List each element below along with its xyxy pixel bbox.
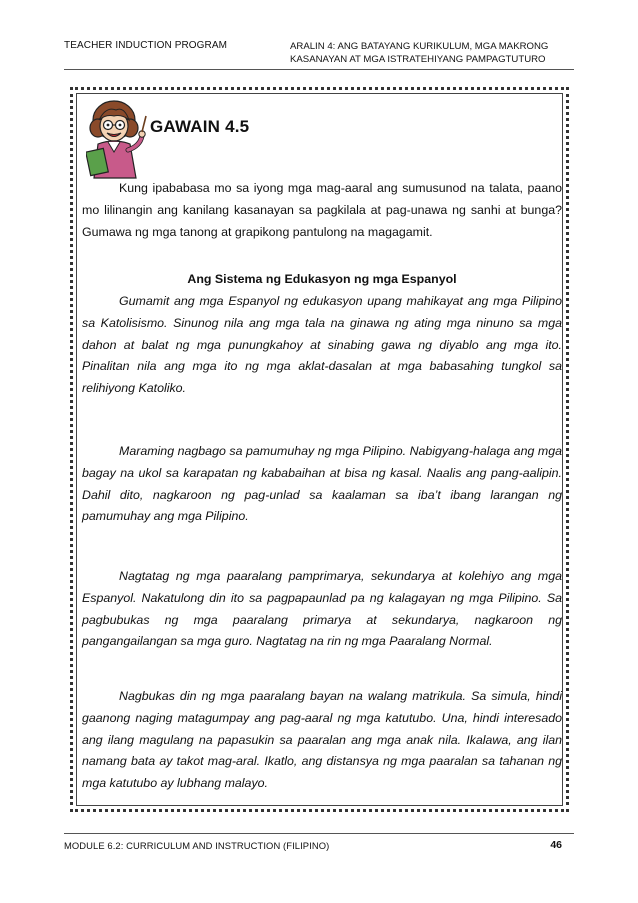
reading-paragraph-3: Nagtatag ng mga paaralang pamprimarya, sekundarya at kolehiyo ang mga Espanyol. Nakatulong din ito sa pagpapaunlad pa ng kalagayan ng mga Pilipino. Sa pagbubukas ng mga paaralang primarya at sekundarya, nagkaroon ng pangangailangan sa mga guro. Nagtatag na rin ng mga Paaralang Normal.	[82, 569, 562, 649]
header-program-title: TEACHER INDUCTION PROGRAM	[64, 40, 228, 51]
reading-paragraph-2: Maraming nagbago sa pamumuhay ng mga Pilipino. Nabigyang-halaga ang mga bagay na ukol sa karapatan ng kababaihan at bisa ng kasal. Naalis ang pang-aalipin. Dahil dito, nagkaroon ng pag-unlad sa kaalaman sa iba’t ibang larangan ng pamumuhay ang mga Pilipino.	[82, 444, 562, 524]
activity-title: GAWAIN 4.5	[150, 117, 250, 136]
page-number: 46	[550, 839, 562, 851]
header-divider	[64, 69, 574, 70]
reading-paragraph-1: Gumamit ang mga Espanyol ng edukasyon upang mahikayat ang mga Pilipino sa Katolisismo. Sinunog nila ang mga tala na ginawa ng ating mga ninuno sa mga dahon at balat ng mga punungkahoy at sinabing gawa ng diyablo ang mga ito. Pinalitan nila ang mga ito ng mga aklat-dasalan at mga babasahing tungkol sa relihiyong Katoliko.	[82, 294, 562, 396]
instructions-paragraph: Kung ipababasa mo sa iyong mga mag-aaral ang sumusunod na talata, paano mo lilinangin ang kanilang kasanayan sa pagkilala at pag-unawa ng sanhi at bunga? Gumawa ng mga tanong at grapikong pantulong na magagamit.	[82, 181, 562, 239]
footer-module-title: MODULE 6.2: CURRICULUM AND INSTRUCTION (FILIPINO)	[64, 840, 330, 851]
reading-heading: Ang Sistema ng Edukasyon ng mga Espanyol	[187, 272, 457, 286]
header-lesson-title: ARALIN 4: ANG BATAYANG KURIKULUM, MGA MAKRONG KASANAYAN AT MGA ISTRATEHIYANG PAMPAGTUTURO	[290, 41, 549, 65]
footer-divider	[64, 833, 574, 834]
reading-paragraph-4: Nagbukas din ng mga paaralang bayan na walang matrikula. Sa simula, hindi gaanong naging matagumpay ang pag-aaral ng mga katutubo. Una, hindi interesado ang ilang magulang na papasukin sa paaralan ang mga anak nila. Ikalawa, ang ilan namang bata ay takot mag-aral. Ikatlo, ang distansya ng mga paaralan sa tahanan ng mga katutubo ay lubhang malayo.	[82, 689, 562, 791]
teacher-cartoon-icon	[86, 94, 148, 180]
